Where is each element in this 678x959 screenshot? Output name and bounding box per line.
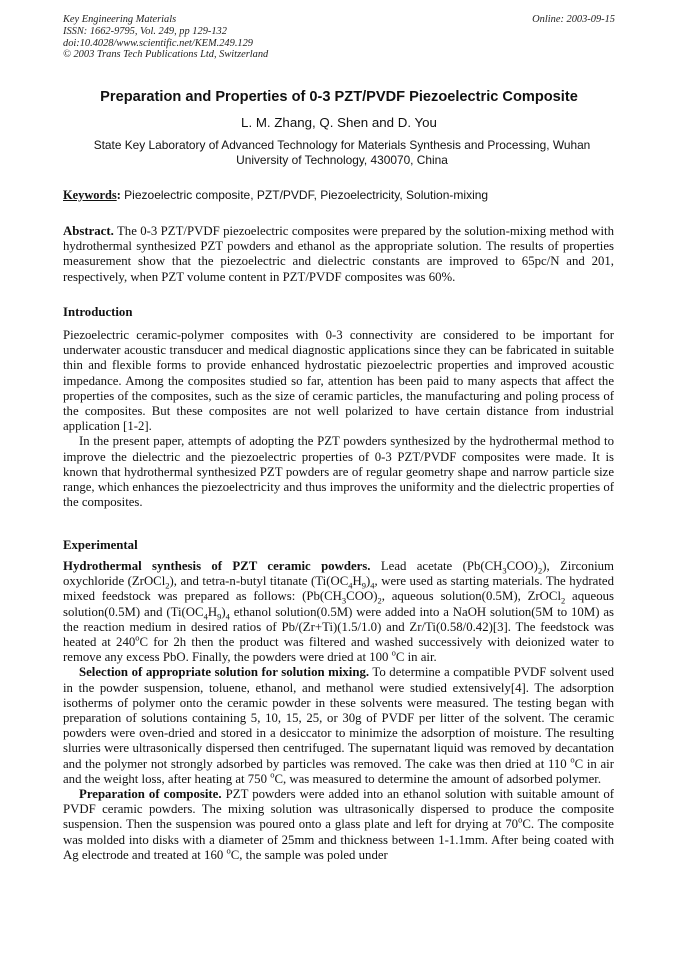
paper-title: Preparation and Properties of 0-3 PZT/PVDF Piezoelectric Composite (100, 89, 578, 105)
introduction-section (63, 328, 614, 510)
subscript: 9 (361, 580, 366, 591)
text-run: H (207, 604, 218, 619)
text-run: ethanol solution(0.5M) were added into a NaOH solution(5M to 10M) as the reaction medium in desired ratios of Pb/(Zr+Ti)(1.5/1.0) and Zr/Ti(0.58/0.42)[3]. The feedstock was heated at 240 (63, 604, 614, 650)
superscript: o (570, 754, 575, 765)
text-run: ) (366, 574, 371, 589)
subscript: 4 (225, 611, 230, 622)
subscript: 2 (165, 580, 170, 591)
text-run: COO) (506, 559, 538, 573)
journal-name: Key Engineering Materials (63, 14, 177, 25)
pzt-synthesis-label: Hydrothermal synthesis of PZT ceramic powders. (63, 559, 371, 573)
subscript: 4 (348, 580, 353, 591)
text-run: To determine a compatible PVDF solvent used in the powder suspension, toluene, ethanol, and methanol were studied extensively[4]. The adsorption isotherms of polymer onto the ceramic powder in these solvents were measured. The testing began with preparation of solutions containing 5, 10, 15, 25, or 30g of PVDF per litter of the solvent. The ceramic powders were oven-dried and stored in a desiccator to minimize the adsorption of moisture. The resulting slurries were ultrasonically dispersed then centrifuged. The supernatant liquid was removed by decantation and the polymer not strongly adsorbed by particles was removed. The cake was then dried at 110 (63, 665, 614, 771)
solution-selection-label: Selection of appropriate solution for solution mixing. (79, 665, 370, 680)
text-run: C, was measured to determine the amount of adsorbed polymer. (274, 771, 602, 786)
journal-doi: doi:10.4028/www.scientific.net/KEM.249.129 (63, 37, 253, 49)
text-run: C. The composite was molded into disks with a diameter of 25mm and thickness between 1-1.1mm. After being coated with Ag electrode and treated at 160 (63, 817, 614, 862)
text-run: ), and tetra-n-butyl titanate (Ti(OC (169, 574, 349, 589)
subscript: 3 (341, 595, 347, 606)
paper-affiliation: State Key Laboratory of Advanced Technology for Materials Synthesis and Processing, Wuhan University of Technology, 430070, China (93, 138, 591, 167)
superscript: o (270, 769, 275, 780)
text-run: PZT powders were added into an ethanol solution with suitable amount of PVDF ceramic powders. The mixing solution was ultrasonically dispersed to produce the composite suspension. Then the suspension was poured onto a glass plate and left for drying at 70 (63, 787, 614, 832)
journal-copyright: © 2003 Trans Tech Publications Ltd, Switzerland (63, 49, 269, 61)
text-run: , aqueous solution(0.5M), ZrOCl (381, 589, 561, 604)
journal-issn: ISSN: 1662-9795, Vol. 249, pp 129-132 (63, 25, 227, 37)
superscript: o (135, 632, 140, 643)
experimental-section (63, 559, 614, 863)
superscript: o (518, 815, 523, 826)
text-run: C for 2h then the product was filtered and washed successively with deionized water to remove any excess PbO. Finally, the powders were dried at 100 (63, 635, 614, 665)
subscript: 2 (377, 595, 382, 606)
text-run: , were used as starting materials. The hydrated mixed feedstock was prepared as follows: (Pb(CH (63, 574, 614, 604)
experimental-heading: Experimental (63, 538, 138, 552)
text-run: aqueous solution(0.5M) and (Ti(OC (63, 589, 614, 619)
text-run: ), Zirconium oxychloride (ZrOCl (63, 559, 615, 589)
experimental-paragraph-1 (63, 559, 614, 665)
subscript: 9 (217, 611, 222, 622)
abstract-text: The 0-3 PZT/PVDF piezoelectric composites were prepared by the solution-mixing method with hydrothermal synthesized PZT powders and ethanol as the appropriate solution. The results of properties measurement show that the piezoelectric and dielectric constants are improved to 65pc/N and 201, respectively, when PZT volume content in PZT/PVDF composites was 60%. (63, 224, 614, 284)
keywords-colon: : (116, 188, 121, 202)
superscript: o (391, 647, 396, 658)
subscript: 4 (203, 611, 208, 622)
text-run: C in air and the weight loss, after heating at 750 (63, 756, 615, 786)
experimental-paragraph-2 (63, 665, 614, 787)
text-run: Lead acetate (Pb(CH (370, 559, 503, 573)
composite-preparation-label: Preparation of composite. (79, 787, 222, 802)
experimental-paragraph-3 (63, 787, 614, 863)
keywords-label: Keywords (63, 188, 117, 202)
superscript: o (226, 845, 231, 856)
subscript: 4 (370, 580, 375, 591)
introduction-paragraph-2: In the present paper, attempts of adopting the PZT powders synthesized by the hydrothermal method to improve the dielectric and the piezoelectric properties of 0-3 PZT/PVDF composites were made. It is known that hydrothermal synthesized PZT powders are of regular geometry shape and narrow particle size range, which enhances the piezoelectricity and thus improves the uniformity and the dielectric properties of the composites. (63, 434, 614, 510)
text-run: C in air. (395, 650, 437, 665)
paper-authors: L. M. Zhang, Q. Shen and D. You (241, 115, 437, 130)
keywords-text: Piezoelectric composite, PZT/PVDF, Piezoelectricity, Solution-mixing (120, 188, 489, 202)
introduction-paragraph-1: Piezoelectric ceramic-polymer composites with 0-3 connectivity are considered to be important for underwater acoustic transducer and medical diagnostic applications since they can be fabricated in suitable thin and flexible forms to provide enhanced hydrostatic piezoelectric properties and improved acoustic impedance. Among the composites studied so far, attention has been paid to many aspects that affect the properties of the composites, such as the size of ceramic particles, the manufacturing and poling process of the composites. But these composites are not well polarized to have certain distance from industrial application [1-2]. (63, 328, 614, 434)
online-date: Online: 2003-09-15 (532, 14, 615, 25)
journal-header (63, 14, 615, 61)
text-run: C, the sample was poled under (230, 847, 388, 862)
subscript: 3 (502, 565, 507, 576)
abstract (63, 224, 614, 285)
keywords (63, 188, 623, 203)
introduction-heading: Introduction (63, 305, 133, 319)
subscript: 2 (561, 595, 566, 606)
text-run: ) (221, 604, 226, 619)
subscript: 2 (537, 565, 543, 576)
text-run: H (352, 574, 362, 589)
abstract-label: Abstract. (63, 224, 114, 238)
text-run: COO) (346, 589, 378, 604)
